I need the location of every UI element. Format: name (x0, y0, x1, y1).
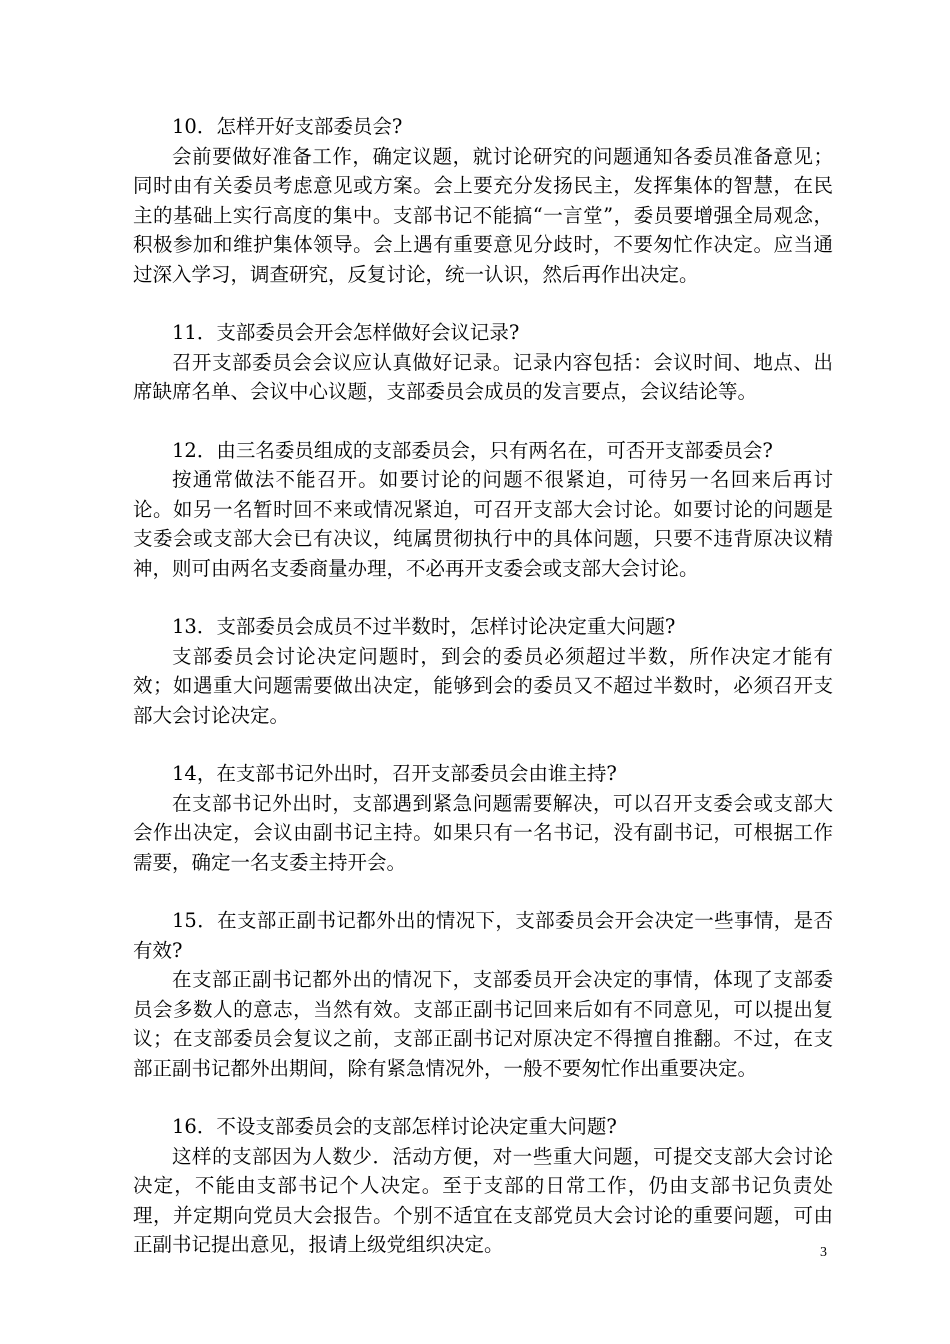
qa-item-11 (133, 318, 833, 407)
qa-item-16 (133, 1112, 833, 1260)
answer-paragraph: 按通常做法不能召开。如要讨论的问题不很紧迫，可待另一名回来后再讨论。如另一名暂时回不来或情况紧迫，可召开支部大会讨论。如要讨论的问题是支委会或支部大会已有决议，纯属贯彻执行中的具体问题，只要不违背原决议精神，则可由两名支委商量办理，不必再开支委会或支部大会讨论。 (133, 468, 833, 580)
answer-paragraph: 这样的支部因为人数少．活动方便，对一些重大问题，可提交支部大会讨论决定，不能由支部书记个人决定。至于支部的日常工作，仍由支部书记负责处理，并定期向党员大会报告。个别不适宜在支部党员大会讨论的重要问题，可由正副书记提出意见，报请上级党组织决定。 (133, 1144, 833, 1256)
answer-paragraph: 支部委员会讨论决定问题时，到会的委员必须超过半数，所作决定才能有效；如遇重大问题需要做出决定，能够到会的委员又不超过半数时，必须召开支部大会讨论决定。 (133, 644, 833, 727)
question-heading: 14，在支部书记外出时，召开支部委员会由谁主持? (172, 762, 617, 785)
document-body (133, 112, 833, 1289)
answer-paragraph: 在支部书记外出时，支部遇到紧急问题需要解决，可以召开支委会或支部大会作出决定，会议由副书记主持。如果只有一名书记，没有副书记，可根据工作需要，确定一名支委主持开会。 (133, 791, 833, 874)
qa-item-12 (133, 436, 833, 584)
question-heading: 12．由三名委员组成的支部委员会，只有两名在，可否开支部委员会? (172, 438, 773, 462)
answer-paragraph: 会前要做好准备工作，确定议题，就讨论研究的问题通知各委员准备意见；同时由有关委员考虑意见或方案。会上要充分发扬民主，发挥集体的智慧，在民主的基础上实行高度的集中。支部书记不能搞“一言堂”，委员要增强全局观念，积极参加和维护集体领导。会上遇有重要意见分歧时，不要匆忙作决定。应当通过深入学习，调查研究，反复讨论，统一认识，然后再作出决定。 (133, 144, 833, 286)
question-heading: 13．支部委员会成员不过半数时，怎样讨论决定重大问题? (172, 615, 676, 638)
qa-item-15 (133, 906, 833, 1083)
question-heading: 10．怎样开好支部委员会? (172, 115, 403, 138)
page-number: 3 (820, 1245, 827, 1260)
qa-item-14 (133, 759, 833, 877)
question-heading: 16．不设支部委员会的支部怎样讨论决定重大问题? (172, 1115, 617, 1138)
question-heading: 11．支部委员会开会怎样做好会议记录? (172, 321, 520, 344)
qa-item-13 (133, 612, 833, 730)
answer-paragraph: 在支部正副书记都外出的情况下，支部委员开会决定的事情，体现了支部委员会多数人的意志，当然有效。支部正副书记回来后如有不同意见，可以提出复议；在支部委员会复议之前，支部正副书记对原决定不得擅自推翻。不过，在支部正副书记都外出期间，除有紧急情况外，一般不要匆忙作出重要决定。 (133, 968, 833, 1080)
qa-item-10 (133, 112, 833, 289)
answer-paragraph: 召开支部委员会会议应认真做好记录。记录内容包括：会议时间、地点、出席缺席名单、会议中心议题，支部委员会成员的发言要点，会议结论等。 (133, 350, 833, 403)
question-heading: 15．在支部正副书记都外出的情况下，支部委员会开会决定一些事情，是否有效? (133, 909, 833, 962)
